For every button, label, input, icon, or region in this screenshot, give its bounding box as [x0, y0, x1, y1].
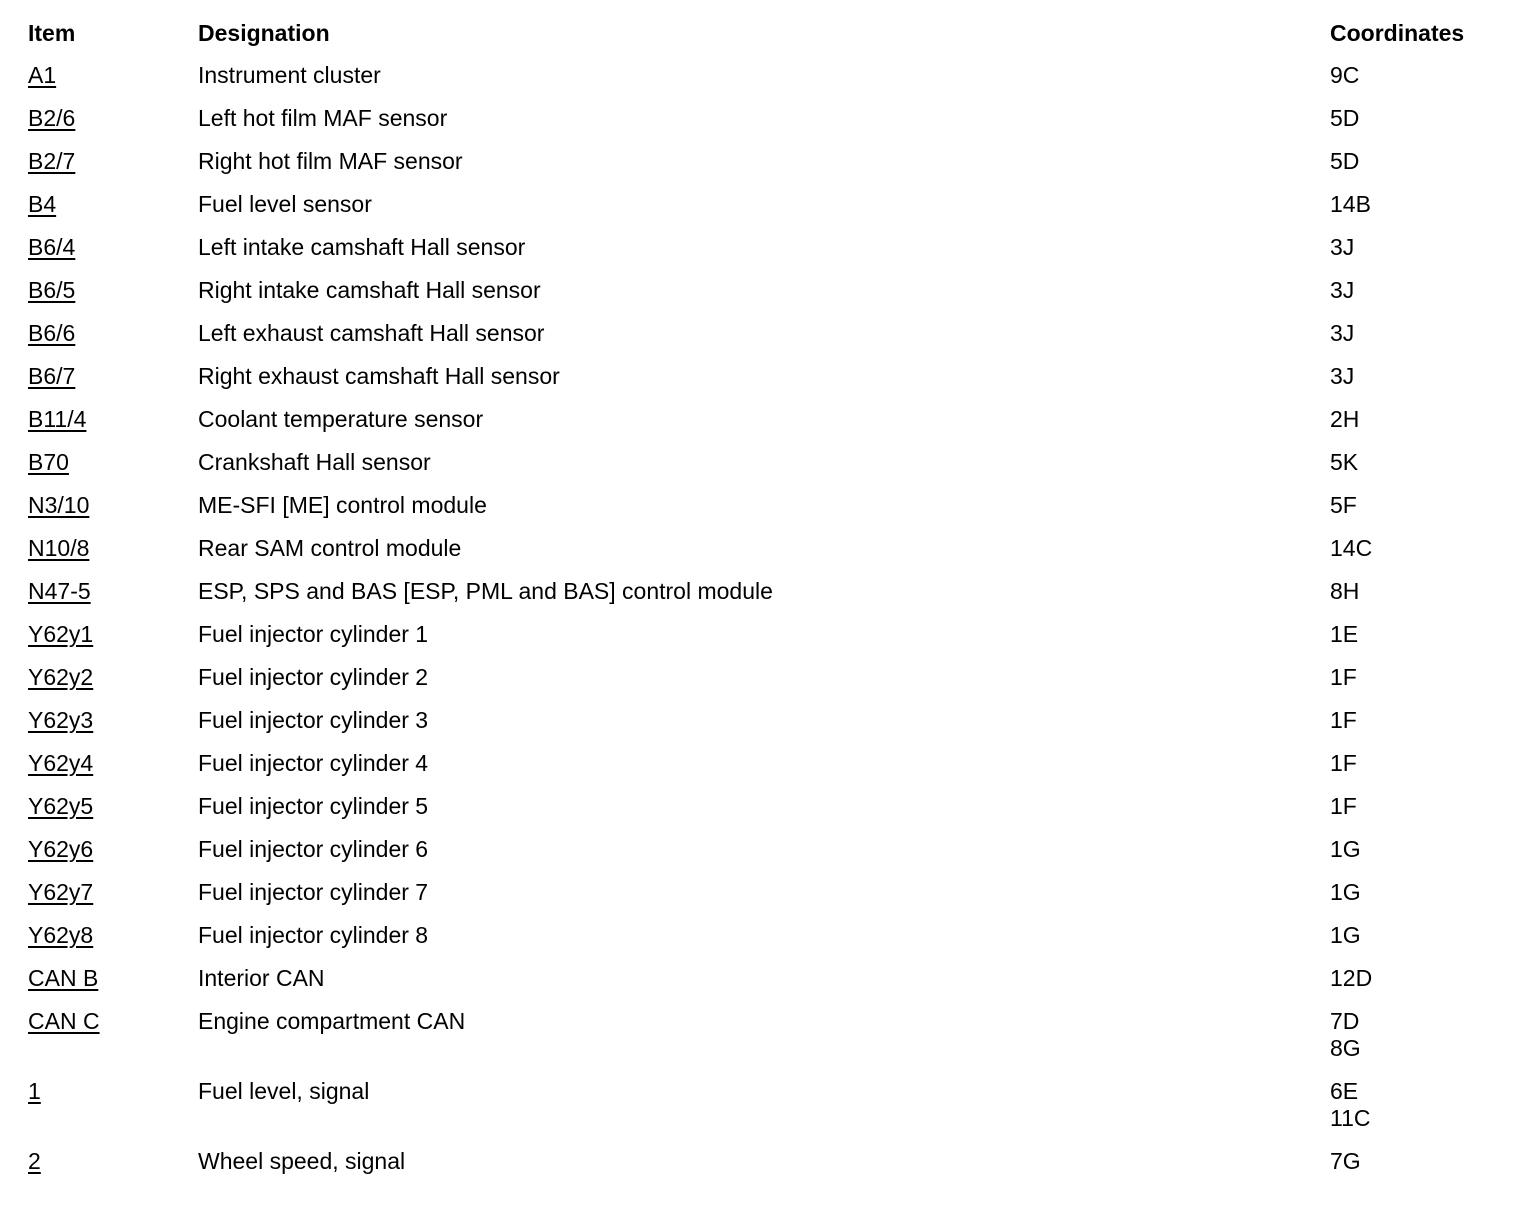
coordinate-value: 1G — [1330, 836, 1361, 862]
coordinates-cell — [1330, 827, 1510, 870]
table-row — [28, 956, 1510, 999]
item-link[interactable]: CAN C — [28, 1008, 100, 1034]
designation-cell: Fuel injector cylinder 1 — [198, 621, 429, 647]
coordinate-value: 3J — [1330, 277, 1355, 303]
item-link[interactable]: Y62y7 — [28, 879, 94, 905]
item-link[interactable]: Y62y5 — [28, 793, 94, 819]
coordinates-cell — [1330, 354, 1510, 397]
designation-cell: Fuel injector cylinder 4 — [198, 750, 429, 776]
item-cell — [28, 225, 198, 268]
table-row — [28, 354, 1510, 397]
designation-cell: Left hot film MAF sensor — [198, 105, 448, 131]
coordinates-cell — [1330, 913, 1510, 956]
coordinates-cell — [1330, 53, 1510, 96]
item-cell — [28, 569, 198, 612]
coordinates-cell — [1330, 569, 1510, 612]
coordinate-value: 1F — [1330, 750, 1357, 776]
header-designation: Designation — [198, 20, 330, 46]
designation-cell: Right exhaust camshaft Hall sensor — [198, 363, 560, 389]
table-row — [28, 311, 1510, 354]
designation-cell: Left intake camshaft Hall sensor — [198, 234, 526, 260]
item-cell — [28, 784, 198, 827]
designation-cell: Engine compartment CAN — [198, 1008, 466, 1034]
coordinate-value: 6E — [1330, 1078, 1359, 1104]
table-row — [28, 784, 1510, 827]
coordinates-cell — [1330, 526, 1510, 569]
item-link[interactable]: B11/4 — [28, 406, 87, 432]
designation-cell: Fuel injector cylinder 3 — [198, 707, 429, 733]
coordinate-value: 3J — [1330, 363, 1355, 389]
item-cell — [28, 440, 198, 483]
coordinate-value: 7G — [1330, 1148, 1361, 1174]
designation-cell: Instrument cluster — [198, 62, 381, 88]
item-cell — [28, 311, 198, 354]
item-link[interactable]: B4 — [28, 191, 57, 217]
coordinates-cell — [1330, 655, 1510, 698]
table-row — [28, 612, 1510, 655]
table-row — [28, 999, 1510, 1069]
table-row — [28, 913, 1510, 956]
coordinate-value: 1E — [1330, 621, 1359, 647]
designation-cell: Rear SAM control module — [198, 535, 462, 561]
item-link[interactable]: B6/7 — [28, 363, 76, 389]
coordinates-cell — [1330, 268, 1510, 311]
designation-cell: Left exhaust camshaft Hall sensor — [198, 320, 545, 346]
item-link[interactable]: 2 — [28, 1148, 41, 1174]
coordinates-cell — [1330, 870, 1510, 913]
item-cell — [28, 483, 198, 526]
coordinate-value: 7D — [1330, 1008, 1360, 1034]
header-item: Item — [28, 20, 76, 46]
coordinates-cell — [1330, 440, 1510, 483]
item-cell — [28, 1069, 198, 1139]
coordinates-cell — [1330, 698, 1510, 741]
item-link[interactable]: 1 — [28, 1078, 41, 1104]
item-link[interactable]: Y62y2 — [28, 664, 94, 690]
designation-cell: Fuel injector cylinder 7 — [198, 879, 429, 905]
coordinate-value: 5F — [1330, 492, 1357, 518]
item-link[interactable]: Y62y3 — [28, 707, 94, 733]
item-link[interactable]: N3/10 — [28, 492, 90, 518]
coordinates-cell — [1330, 741, 1510, 784]
coordinate-value: 1G — [1330, 879, 1361, 905]
designation-cell: Fuel injector cylinder 6 — [198, 836, 429, 862]
item-link[interactable]: N47-5 — [28, 578, 91, 604]
item-cell — [28, 354, 198, 397]
header-coordinates: Coordinates — [1330, 20, 1465, 46]
designation-cell: Right hot film MAF sensor — [198, 148, 463, 174]
table-row — [28, 741, 1510, 784]
designation-cell: Crankshaft Hall sensor — [198, 449, 431, 475]
coordinate-value: 5K — [1330, 449, 1359, 475]
item-link[interactable]: B6/4 — [28, 234, 76, 260]
item-cell — [28, 96, 198, 139]
item-cell — [28, 655, 198, 698]
item-link[interactable]: CAN B — [28, 965, 99, 991]
coordinate-value: 3J — [1330, 320, 1355, 346]
item-link[interactable]: B6/6 — [28, 320, 76, 346]
coordinates-cell — [1330, 311, 1510, 354]
coordinates-cell — [1330, 956, 1510, 999]
item-cell — [28, 182, 198, 225]
table-row — [28, 182, 1510, 225]
item-cell — [28, 612, 198, 655]
designation-cell: Fuel injector cylinder 8 — [198, 922, 429, 948]
coordinates-cell — [1330, 182, 1510, 225]
coordinate-value: 1G — [1330, 922, 1361, 948]
designation-cell: Wheel speed, signal — [198, 1148, 406, 1174]
designation-cell: Interior CAN — [198, 965, 325, 991]
coordinate-value: 14B — [1330, 191, 1371, 217]
coordinate-value: 9C — [1330, 62, 1360, 88]
item-link[interactable]: Y62y4 — [28, 750, 94, 776]
item-link[interactable]: B6/5 — [28, 277, 76, 303]
coordinate-value: 12D — [1330, 965, 1373, 991]
coordinates-cell — [1330, 139, 1510, 182]
component-legend-table — [28, 20, 1510, 1182]
item-cell — [28, 999, 198, 1069]
table-row — [28, 655, 1510, 698]
coordinate-value: 8H — [1330, 578, 1360, 604]
table-row — [28, 268, 1510, 311]
table-row — [28, 1069, 1510, 1139]
item-cell — [28, 913, 198, 956]
coordinates-cell — [1330, 225, 1510, 268]
designation-cell: Fuel injector cylinder 2 — [198, 664, 429, 690]
coordinates-cell — [1330, 999, 1510, 1069]
item-link[interactable]: B2/6 — [28, 105, 76, 131]
coordinate-value: 5D — [1330, 105, 1360, 131]
item-link[interactable]: B2/7 — [28, 148, 76, 174]
table-row — [28, 569, 1510, 612]
table-row — [28, 698, 1510, 741]
item-cell — [28, 870, 198, 913]
item-cell — [28, 526, 198, 569]
table-row — [28, 96, 1510, 139]
coordinates-cell — [1330, 784, 1510, 827]
coordinate-value: 5D — [1330, 148, 1360, 174]
coordinate-value: 3J — [1330, 234, 1355, 260]
coordinates-cell — [1330, 483, 1510, 526]
item-cell — [28, 53, 198, 96]
item-link[interactable]: Y62y1 — [28, 621, 94, 647]
item-cell — [28, 397, 198, 440]
coordinates-cell — [1330, 1069, 1510, 1139]
item-link[interactable]: B70 — [28, 449, 69, 475]
coordinate-value: 11C — [1330, 1105, 1371, 1131]
table-row — [28, 440, 1510, 483]
item-link[interactable]: Y62y8 — [28, 922, 94, 948]
table-row — [28, 483, 1510, 526]
designation-cell: Fuel injector cylinder 5 — [198, 793, 429, 819]
item-cell — [28, 139, 198, 182]
table-row — [28, 870, 1510, 913]
designation-cell: Coolant temperature sensor — [198, 406, 484, 432]
coordinate-value: 2H — [1330, 406, 1360, 432]
table-row — [28, 53, 1510, 96]
item-link[interactable]: A1 — [28, 62, 57, 88]
table-row — [28, 526, 1510, 569]
designation-cell: ESP, SPS and BAS [ESP, PML and BAS] control module — [198, 578, 773, 604]
item-cell — [28, 741, 198, 784]
table-row — [28, 397, 1510, 440]
coordinates-cell — [1330, 397, 1510, 440]
coordinate-value: 1F — [1330, 707, 1357, 733]
coordinate-value: 14C — [1330, 535, 1373, 561]
designation-cell: Right intake camshaft Hall sensor — [198, 277, 541, 303]
item-cell — [28, 827, 198, 870]
coordinate-value: 1F — [1330, 793, 1357, 819]
item-cell — [28, 268, 198, 311]
designation-cell: Fuel level, signal — [198, 1078, 370, 1104]
designation-cell: Fuel level sensor — [198, 191, 372, 217]
table-row — [28, 225, 1510, 268]
item-cell — [28, 698, 198, 741]
table-header-row — [28, 20, 1510, 53]
table-row — [28, 827, 1510, 870]
item-cell — [28, 1139, 198, 1182]
item-link[interactable]: N10/8 — [28, 535, 90, 561]
item-link[interactable]: Y62y6 — [28, 836, 94, 862]
table-row — [28, 139, 1510, 182]
coordinates-cell — [1330, 96, 1510, 139]
coordinate-value: 8G — [1330, 1035, 1361, 1061]
coordinates-cell — [1330, 612, 1510, 655]
table-row — [28, 1139, 1510, 1182]
coordinate-value: 1F — [1330, 664, 1357, 690]
table-body — [28, 53, 1510, 1182]
designation-cell: ME-SFI [ME] control module — [198, 492, 487, 518]
coordinates-cell — [1330, 1139, 1510, 1182]
item-cell — [28, 956, 198, 999]
